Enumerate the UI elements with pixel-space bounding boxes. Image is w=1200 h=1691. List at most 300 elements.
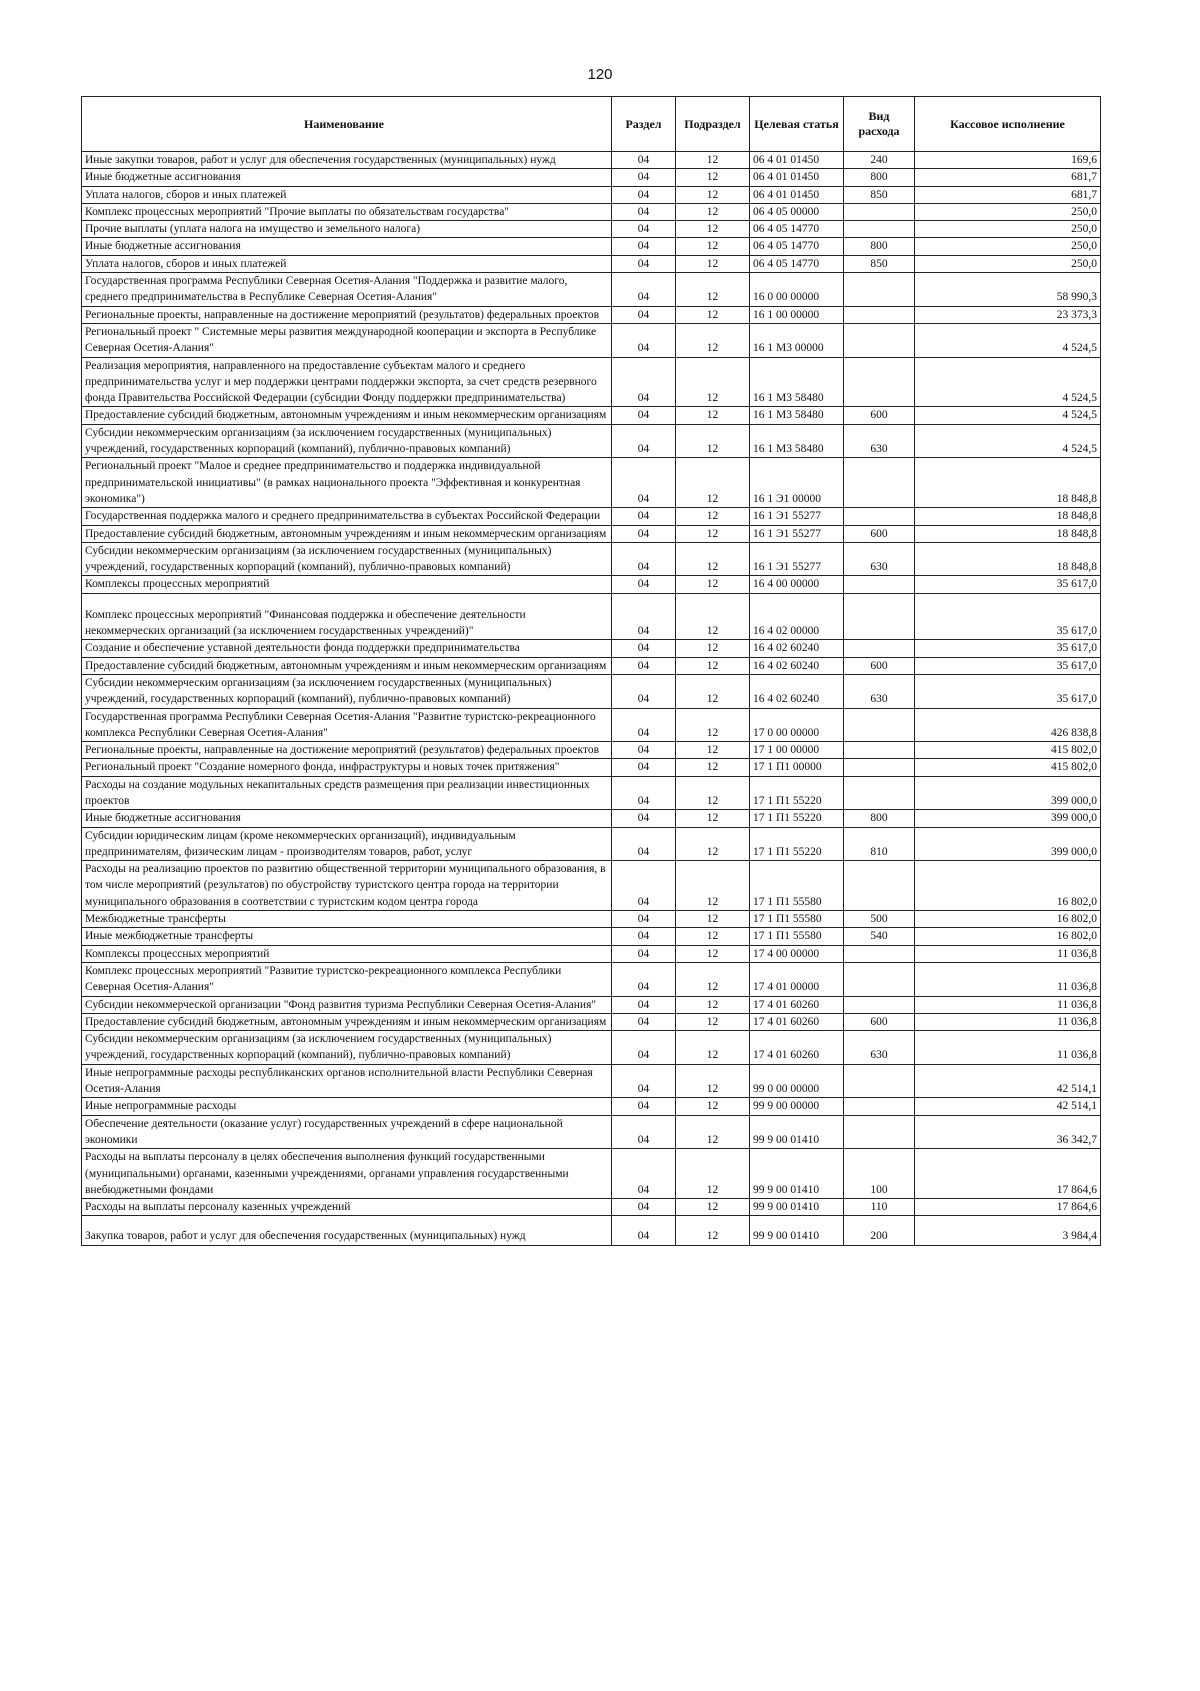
table-row — [82, 169, 1101, 186]
cell-amount: 426 838,8 — [915, 708, 1101, 742]
cell-name: Прочие выплаты (уплата налога на имущество и земельного налога) — [82, 221, 612, 238]
table-row — [82, 458, 1101, 508]
cell-expense-type — [844, 708, 915, 742]
cell-subsection: 12 — [676, 542, 750, 576]
cell-subsection: 12 — [676, 674, 750, 708]
cell-subsection: 12 — [676, 1149, 750, 1199]
table-row — [82, 255, 1101, 272]
page-number: 120 — [587, 66, 613, 83]
cell-target: 16 1 Э1 00000 — [750, 458, 844, 508]
cell-target: 99 9 00 00000 — [750, 1098, 844, 1115]
cell-amount: 169,6 — [915, 152, 1101, 169]
cell-subsection: 12 — [676, 657, 750, 674]
cell-expense-type — [844, 640, 915, 657]
cell-target: 16 1 Э1 55277 — [750, 525, 844, 542]
cell-name: Иные закупки товаров, работ и услуг для обеспечения государственных (муниципальных) нужд — [82, 152, 612, 169]
cell-expense-type — [844, 203, 915, 220]
cell-subsection: 12 — [676, 186, 750, 203]
table-row — [82, 152, 1101, 169]
cell-expense-type — [844, 323, 915, 357]
cell-section: 04 — [612, 1216, 676, 1245]
cell-section: 04 — [612, 945, 676, 962]
cell-amount: 399 000,0 — [915, 827, 1101, 861]
cell-subsection: 12 — [676, 962, 750, 996]
cell-target: 16 4 02 60240 — [750, 657, 844, 674]
cell-target: 17 1 П1 55220 — [750, 810, 844, 827]
table-row — [82, 542, 1101, 576]
cell-name: Иные непрограммные расходы — [82, 1098, 612, 1115]
cell-subsection: 12 — [676, 407, 750, 424]
cell-expense-type: 240 — [844, 152, 915, 169]
cell-section: 04 — [612, 657, 676, 674]
cell-amount: 16 802,0 — [915, 928, 1101, 945]
cell-subsection: 12 — [676, 776, 750, 810]
cell-section: 04 — [612, 357, 676, 407]
cell-expense-type — [844, 357, 915, 407]
table-row — [82, 827, 1101, 861]
cell-section: 04 — [612, 1098, 676, 1115]
table-row — [82, 407, 1101, 424]
table-row — [82, 996, 1101, 1013]
cell-target: 99 9 00 01410 — [750, 1115, 844, 1149]
cell-amount: 415 802,0 — [915, 759, 1101, 776]
table-row — [82, 203, 1101, 220]
cell-amount: 11 036,8 — [915, 1031, 1101, 1065]
cell-target: 16 0 00 00000 — [750, 273, 844, 307]
cell-expense-type — [844, 861, 915, 911]
cell-subsection: 12 — [676, 458, 750, 508]
cell-subsection: 12 — [676, 508, 750, 525]
cell-expense-type: 800 — [844, 238, 915, 255]
cell-name: Предоставление субсидий бюджетным, автономным учреждениям и иным некоммерческим организациям — [82, 407, 612, 424]
cell-name: Комплексы процессных мероприятий — [82, 576, 612, 593]
cell-subsection: 12 — [676, 1064, 750, 1098]
cell-amount: 35 617,0 — [915, 657, 1101, 674]
cell-name: Региональный проект "Малое и среднее предпринимательство и поддержка индивидуальной предпринимательской инициативы" (в рамках национального проекта "Эффективная и конкурентная экономика") — [82, 458, 612, 508]
budget-table — [81, 96, 1101, 1246]
cell-name: Предоставление субсидий бюджетным, автономным учреждениям и иным некоммерческим организациям — [82, 657, 612, 674]
cell-section: 04 — [612, 1064, 676, 1098]
cell-subsection: 12 — [676, 221, 750, 238]
cell-expense-type — [844, 742, 915, 759]
cell-subsection: 12 — [676, 306, 750, 323]
table-row — [82, 1098, 1101, 1115]
cell-subsection: 12 — [676, 238, 750, 255]
cell-amount: 16 802,0 — [915, 911, 1101, 928]
cell-subsection: 12 — [676, 323, 750, 357]
cell-subsection: 12 — [676, 1013, 750, 1030]
table-body — [82, 152, 1101, 1246]
cell-name: Субсидии некоммерческим организациям (за исключением государственных (муниципальных) учреждений, государственных корпораций (компаний), публично-правовых компаний) — [82, 1031, 612, 1065]
cell-amount: 35 617,0 — [915, 593, 1101, 640]
cell-section: 04 — [612, 742, 676, 759]
cell-target: 16 4 00 00000 — [750, 576, 844, 593]
table-row — [82, 1064, 1101, 1098]
header-target: Целевая статья — [750, 97, 844, 152]
cell-target: 16 1 00 00000 — [750, 306, 844, 323]
cell-section: 04 — [612, 928, 676, 945]
cell-name: Субсидии некоммерческим организациям (за исключением государственных (муниципальных) учреждений, государственных корпораций (компаний), публично-правовых компаний) — [82, 674, 612, 708]
cell-target: 06 4 01 01450 — [750, 152, 844, 169]
cell-expense-type — [844, 962, 915, 996]
cell-target: 06 4 05 00000 — [750, 203, 844, 220]
cell-subsection: 12 — [676, 827, 750, 861]
header-execution: Кассовое исполнение — [915, 97, 1101, 152]
cell-target: 17 0 00 00000 — [750, 708, 844, 742]
cell-section: 04 — [612, 458, 676, 508]
cell-section: 04 — [612, 255, 676, 272]
cell-expense-type: 540 — [844, 928, 915, 945]
cell-subsection: 12 — [676, 273, 750, 307]
cell-target: 06 4 01 01450 — [750, 186, 844, 203]
cell-target: 17 4 01 60260 — [750, 1013, 844, 1030]
cell-amount: 35 617,0 — [915, 576, 1101, 593]
cell-amount: 18 848,8 — [915, 508, 1101, 525]
cell-name: Комплекс процессных мероприятий "Развитие туристско-рекреационного комплекса Республики Северная Осетия-Алания" — [82, 962, 612, 996]
cell-target: 99 9 00 01410 — [750, 1149, 844, 1199]
cell-section: 04 — [612, 640, 676, 657]
cell-name: Региональный проект " Системные меры развития международной кооперации и экспорта в Республике Северная Осетия-Алания" — [82, 323, 612, 357]
table-row — [82, 742, 1101, 759]
cell-amount: 36 342,7 — [915, 1115, 1101, 1149]
cell-amount: 18 848,8 — [915, 542, 1101, 576]
cell-expense-type: 500 — [844, 911, 915, 928]
table-row — [82, 810, 1101, 827]
cell-amount: 17 864,6 — [915, 1199, 1101, 1216]
cell-section: 04 — [612, 962, 676, 996]
cell-subsection: 12 — [676, 810, 750, 827]
cell-expense-type — [844, 458, 915, 508]
cell-amount: 35 617,0 — [915, 674, 1101, 708]
cell-amount: 58 990,3 — [915, 273, 1101, 307]
cell-target: 17 4 00 00000 — [750, 945, 844, 962]
table-row — [82, 593, 1101, 640]
cell-name: Межбюджетные трансферты — [82, 911, 612, 928]
table-row — [82, 273, 1101, 307]
cell-section: 04 — [612, 1199, 676, 1216]
cell-target: 17 1 П1 55580 — [750, 911, 844, 928]
cell-expense-type: 630 — [844, 674, 915, 708]
table-row — [82, 945, 1101, 962]
cell-target: 17 1 П1 55580 — [750, 861, 844, 911]
cell-amount: 681,7 — [915, 169, 1101, 186]
cell-amount: 250,0 — [915, 221, 1101, 238]
cell-expense-type: 850 — [844, 186, 915, 203]
cell-name: Государственная программа Республики Северная Осетия-Алания "Поддержка и развитие малого, среднего предпринимательства в Республике Северная Осетия-Алания" — [82, 273, 612, 307]
cell-expense-type — [844, 945, 915, 962]
cell-name: Уплата налогов, сборов и иных платежей — [82, 255, 612, 272]
cell-expense-type — [844, 776, 915, 810]
cell-section: 04 — [612, 542, 676, 576]
cell-subsection: 12 — [676, 1031, 750, 1065]
table-row — [82, 576, 1101, 593]
cell-section: 04 — [612, 1013, 676, 1030]
cell-name: Комплексы процессных мероприятий — [82, 945, 612, 962]
cell-amount: 16 802,0 — [915, 861, 1101, 911]
cell-subsection: 12 — [676, 928, 750, 945]
cell-section: 04 — [612, 273, 676, 307]
cell-name: Субсидии некоммерческим организациям (за исключением государственных (муниципальных) учреждений, государственных корпораций (компаний), публично-правовых компаний) — [82, 424, 612, 458]
cell-subsection: 12 — [676, 1199, 750, 1216]
cell-name: Региональный проект "Создание номерного фонда, инфраструктуры и новых точек притяжения" — [82, 759, 612, 776]
table-row — [82, 776, 1101, 810]
cell-amount: 18 848,8 — [915, 525, 1101, 542]
cell-section: 04 — [612, 169, 676, 186]
cell-target: 06 4 05 14770 — [750, 221, 844, 238]
cell-name: Расходы на выплаты персоналу в целях обеспечения выполнения функций государственными (муниципальными) органами, казенными учреждениями, органами управления государственными внебюджетными фондами — [82, 1149, 612, 1199]
cell-section: 04 — [612, 576, 676, 593]
cell-target: 16 4 02 00000 — [750, 593, 844, 640]
cell-amount: 250,0 — [915, 203, 1101, 220]
cell-amount: 42 514,1 — [915, 1098, 1101, 1115]
table-row — [82, 357, 1101, 407]
cell-expense-type — [844, 593, 915, 640]
cell-expense-type — [844, 273, 915, 307]
cell-amount: 42 514,1 — [915, 1064, 1101, 1098]
table-row — [82, 1013, 1101, 1030]
cell-target: 16 1 Э1 55277 — [750, 542, 844, 576]
cell-amount: 11 036,8 — [915, 996, 1101, 1013]
cell-name: Субсидии некоммерческой организации "Фонд развития туризма Республики Северная Осетия-Алания" — [82, 996, 612, 1013]
cell-subsection: 12 — [676, 424, 750, 458]
cell-expense-type — [844, 508, 915, 525]
cell-section: 04 — [612, 306, 676, 323]
cell-target: 17 4 01 60260 — [750, 996, 844, 1013]
cell-amount: 11 036,8 — [915, 962, 1101, 996]
table-row — [82, 1216, 1101, 1245]
cell-subsection: 12 — [676, 996, 750, 1013]
cell-target: 16 1 М3 58480 — [750, 357, 844, 407]
cell-section: 04 — [612, 674, 676, 708]
cell-target: 16 1 М3 58480 — [750, 407, 844, 424]
table-row — [82, 674, 1101, 708]
cell-subsection: 12 — [676, 708, 750, 742]
cell-section: 04 — [612, 186, 676, 203]
cell-expense-type: 800 — [844, 810, 915, 827]
cell-section: 04 — [612, 861, 676, 911]
cell-section: 04 — [612, 238, 676, 255]
table-row — [82, 962, 1101, 996]
cell-name: Расходы на выплаты персоналу казенных учреждений — [82, 1199, 612, 1216]
cell-subsection: 12 — [676, 576, 750, 593]
table-row — [82, 186, 1101, 203]
table-row — [82, 508, 1101, 525]
cell-subsection: 12 — [676, 861, 750, 911]
cell-amount: 399 000,0 — [915, 810, 1101, 827]
table-row — [82, 525, 1101, 542]
cell-subsection: 12 — [676, 1216, 750, 1245]
cell-subsection: 12 — [676, 357, 750, 407]
cell-target: 16 1 М3 58480 — [750, 424, 844, 458]
table-row — [82, 1199, 1101, 1216]
cell-section: 04 — [612, 911, 676, 928]
cell-name: Субсидии некоммерческим организациям (за исключением государственных (муниципальных) учреждений, государственных корпораций (компаний), публично-правовых компаний) — [82, 542, 612, 576]
cell-expense-type: 630 — [844, 542, 915, 576]
cell-expense-type: 200 — [844, 1216, 915, 1245]
cell-expense-type — [844, 576, 915, 593]
cell-subsection: 12 — [676, 1098, 750, 1115]
cell-name: Субсидии юридическим лицам (кроме некоммерческих организаций), индивидуальным предпринимателям, физическим лицам - производителям товаров, работ, услуг — [82, 827, 612, 861]
cell-name: Иные бюджетные ассигнования — [82, 238, 612, 255]
cell-amount: 4 524,5 — [915, 407, 1101, 424]
cell-section: 04 — [612, 407, 676, 424]
table-header-row — [82, 97, 1101, 152]
cell-section: 04 — [612, 323, 676, 357]
cell-expense-type: 600 — [844, 1013, 915, 1030]
table-row — [82, 861, 1101, 911]
cell-section: 04 — [612, 776, 676, 810]
table-row — [82, 708, 1101, 742]
cell-subsection: 12 — [676, 945, 750, 962]
cell-target: 16 4 02 60240 — [750, 640, 844, 657]
cell-name: Расходы на создание модульных некапитальных средств размещения при реализации инвестиционных проектов — [82, 776, 612, 810]
cell-section: 04 — [612, 1115, 676, 1149]
cell-section: 04 — [612, 203, 676, 220]
cell-amount: 18 848,8 — [915, 458, 1101, 508]
cell-name: Государственная поддержка малого и среднего предпринимательства в субъектах Российской Федерации — [82, 508, 612, 525]
cell-section: 04 — [612, 996, 676, 1013]
table-row — [82, 306, 1101, 323]
cell-section: 04 — [612, 152, 676, 169]
cell-expense-type: 600 — [844, 407, 915, 424]
cell-amount: 23 373,3 — [915, 306, 1101, 323]
cell-expense-type — [844, 996, 915, 1013]
header-subsection: Подраздел — [676, 97, 750, 152]
cell-subsection: 12 — [676, 255, 750, 272]
cell-expense-type — [844, 759, 915, 776]
table-row — [82, 238, 1101, 255]
cell-target: 99 9 00 01410 — [750, 1216, 844, 1245]
cell-amount: 4 524,5 — [915, 357, 1101, 407]
table-row — [82, 221, 1101, 238]
header-expense-type: Вид расхода — [844, 97, 915, 152]
cell-section: 04 — [612, 221, 676, 238]
cell-section: 04 — [612, 708, 676, 742]
cell-expense-type: 800 — [844, 169, 915, 186]
cell-subsection: 12 — [676, 640, 750, 657]
cell-target: 16 1 Э1 55277 — [750, 508, 844, 525]
cell-name: Уплата налогов, сборов и иных платежей — [82, 186, 612, 203]
cell-amount: 399 000,0 — [915, 776, 1101, 810]
cell-subsection: 12 — [676, 593, 750, 640]
cell-amount: 11 036,8 — [915, 945, 1101, 962]
cell-target: 17 4 01 60260 — [750, 1031, 844, 1065]
cell-amount: 415 802,0 — [915, 742, 1101, 759]
cell-name: Иные непрограммные расходы республиканских органов исполнительной власти Республики Северная Осетия-Алания — [82, 1064, 612, 1098]
cell-subsection: 12 — [676, 911, 750, 928]
cell-target: 06 4 01 01450 — [750, 169, 844, 186]
cell-expense-type — [844, 1115, 915, 1149]
cell-section: 04 — [612, 525, 676, 542]
cell-target: 17 1 П1 55220 — [750, 827, 844, 861]
cell-target: 06 4 05 14770 — [750, 238, 844, 255]
cell-expense-type: 850 — [844, 255, 915, 272]
cell-target: 17 1 П1 00000 — [750, 759, 844, 776]
cell-section: 04 — [612, 759, 676, 776]
cell-target: 06 4 05 14770 — [750, 255, 844, 272]
table-row — [82, 1115, 1101, 1149]
cell-subsection: 12 — [676, 203, 750, 220]
cell-subsection: 12 — [676, 1115, 750, 1149]
cell-target: 17 1 П1 55580 — [750, 928, 844, 945]
cell-amount: 11 036,8 — [915, 1013, 1101, 1030]
cell-section: 04 — [612, 810, 676, 827]
table-row — [82, 928, 1101, 945]
cell-expense-type — [844, 306, 915, 323]
cell-expense-type: 810 — [844, 827, 915, 861]
cell-name: Иные бюджетные ассигнования — [82, 169, 612, 186]
cell-target: 99 9 00 01410 — [750, 1199, 844, 1216]
cell-name: Комплекс процессных мероприятий "Прочие выплаты по обязательствам государства" — [82, 203, 612, 220]
cell-amount: 4 524,5 — [915, 424, 1101, 458]
cell-name: Закупка товаров, работ и услуг для обеспечения государственных (муниципальных) нужд — [82, 1216, 612, 1245]
cell-name: Предоставление субсидий бюджетным, автономным учреждениям и иным некоммерческим организациям — [82, 525, 612, 542]
cell-target: 17 1 00 00000 — [750, 742, 844, 759]
cell-name: Обеспечение деятельности (оказание услуг) государственных учреждений в сфере национальной экономики — [82, 1115, 612, 1149]
header-section: Раздел — [612, 97, 676, 152]
cell-name: Иные бюджетные ассигнования — [82, 810, 612, 827]
cell-subsection: 12 — [676, 525, 750, 542]
cell-expense-type: 630 — [844, 1031, 915, 1065]
cell-target: 17 1 П1 55220 — [750, 776, 844, 810]
table-row — [82, 1031, 1101, 1065]
cell-target: 17 4 01 00000 — [750, 962, 844, 996]
cell-expense-type: 600 — [844, 525, 915, 542]
cell-expense-type — [844, 221, 915, 238]
table-row — [82, 911, 1101, 928]
cell-name: Региональные проекты, направленные на достижение мероприятий (результатов) федеральных проектов — [82, 306, 612, 323]
header-name: Наименование — [82, 97, 612, 152]
cell-expense-type: 630 — [844, 424, 915, 458]
cell-name: Реализация мероприятия, направленного на предоставление субъектам малого и среднего предпринимательства услуг и мер поддержки центрами поддержки экспорта, за счет средств резервного фонда Правительства Российской Федерации (субсидии Фонду поддержки предпринимательства) — [82, 357, 612, 407]
cell-subsection: 12 — [676, 169, 750, 186]
cell-section: 04 — [612, 508, 676, 525]
cell-expense-type: 100 — [844, 1149, 915, 1199]
table-row — [82, 424, 1101, 458]
table-row — [82, 1149, 1101, 1199]
cell-section: 04 — [612, 424, 676, 458]
cell-amount: 250,0 — [915, 238, 1101, 255]
cell-amount: 681,7 — [915, 186, 1101, 203]
cell-name: Региональные проекты, направленные на достижение мероприятий (результатов) федеральных проектов — [82, 742, 612, 759]
table-row — [82, 323, 1101, 357]
cell-expense-type — [844, 1064, 915, 1098]
cell-expense-type: 600 — [844, 657, 915, 674]
cell-subsection: 12 — [676, 742, 750, 759]
cell-name: Государственная программа Республики Северная Осетия-Алания "Развитие туристско-рекреационного комплекса Республики Северная Осетия-Алания" — [82, 708, 612, 742]
cell-name: Комплекс процессных мероприятий "Финансовая поддержка и обеспечение деятельности некоммерческих организаций (за исключением государственных учреждений)" — [82, 593, 612, 640]
table-row — [82, 759, 1101, 776]
cell-section: 04 — [612, 1031, 676, 1065]
cell-amount: 17 864,6 — [915, 1149, 1101, 1199]
cell-expense-type — [844, 1098, 915, 1115]
cell-section: 04 — [612, 593, 676, 640]
cell-name: Создание и обеспечение уставной деятельности фонда поддержки предпринимательства — [82, 640, 612, 657]
table-row — [82, 657, 1101, 674]
cell-name: Расходы на реализацию проектов по развитию общественной территории муниципального образования, в том числе мероприятий (результатов) по обустройству туристского центра города на территории муниципального образования в соответствии с туристским кодом центра города — [82, 861, 612, 911]
cell-subsection: 12 — [676, 152, 750, 169]
cell-amount: 35 617,0 — [915, 640, 1101, 657]
cell-section: 04 — [612, 827, 676, 861]
cell-target: 16 4 02 60240 — [750, 674, 844, 708]
cell-expense-type: 110 — [844, 1199, 915, 1216]
cell-name: Иные межбюджетные трансферты — [82, 928, 612, 945]
table-row — [82, 640, 1101, 657]
cell-subsection: 12 — [676, 759, 750, 776]
cell-name: Предоставление субсидий бюджетным, автономным учреждениям и иным некоммерческим организациям — [82, 1013, 612, 1030]
cell-amount: 4 524,5 — [915, 323, 1101, 357]
cell-amount: 3 984,4 — [915, 1216, 1101, 1245]
